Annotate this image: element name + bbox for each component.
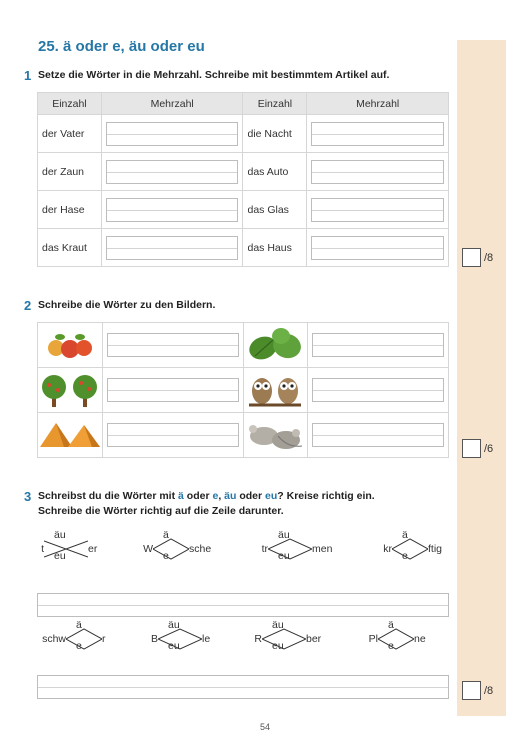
word-suffix: er: [88, 543, 98, 555]
option-up[interactable]: äu: [278, 529, 290, 541]
option-down[interactable]: e: [402, 550, 408, 562]
choice-item[interactable]: [254, 619, 322, 653]
choice-item[interactable]: [143, 529, 212, 563]
choice-item[interactable]: [41, 529, 98, 563]
option-down[interactable]: eu: [54, 550, 66, 562]
answer-line[interactable]: [37, 593, 449, 617]
word-suffix: men: [312, 543, 333, 555]
header-einzahl-2: Einzahl: [243, 93, 307, 115]
word-suffix: sche: [189, 543, 212, 555]
word-prefix: tr: [261, 543, 268, 555]
word-suffix: ne: [414, 633, 426, 645]
word-suffix: ber: [306, 633, 322, 645]
write-line[interactable]: [312, 378, 444, 402]
score-label: /8: [484, 251, 494, 264]
score-box[interactable]: [462, 681, 481, 700]
score-label: /6: [484, 442, 494, 455]
option-down[interactable]: eu: [278, 550, 290, 562]
write-line[interactable]: [106, 236, 239, 260]
word-prefix: Pl: [368, 633, 378, 645]
word-prefix: t: [41, 543, 44, 555]
table-row: [38, 153, 449, 191]
word-cell: der Hase: [38, 191, 102, 229]
task3-sep2: ,: [218, 490, 225, 502]
word-cell: das Haus: [243, 229, 307, 267]
option-down[interactable]: e: [76, 640, 82, 652]
word-prefix: B: [150, 633, 158, 645]
page-number: 54: [259, 722, 270, 732]
option-up[interactable]: äu: [272, 619, 284, 631]
table-row: [38, 413, 449, 458]
word-cell: der Zaun: [38, 153, 102, 191]
option-ae: ä: [178, 490, 184, 502]
task3-text-a: Schreibst du die Wörter mit: [38, 490, 179, 502]
task2-number: 2: [24, 298, 32, 313]
option-down[interactable]: eu: [272, 640, 284, 652]
option-up[interactable]: äu: [168, 619, 180, 631]
header-mehrzahl-2: Mehrzahl: [307, 93, 449, 115]
word-prefix: kr: [383, 543, 392, 555]
write-line[interactable]: [312, 423, 444, 447]
option-down[interactable]: e: [388, 640, 394, 652]
mice-image: [244, 418, 307, 452]
task3-text-line2: Schreibe die Wörter richtig auf die Zeile darunter.: [38, 505, 284, 517]
task2-score: [462, 439, 493, 458]
word-prefix: W: [143, 543, 153, 555]
score-box[interactable]: [462, 248, 481, 267]
task3-sep3: oder: [236, 490, 266, 502]
task2-table: [37, 322, 449, 458]
table-row: [38, 368, 449, 413]
score-box[interactable]: [462, 439, 481, 458]
write-line[interactable]: [106, 160, 239, 184]
apples-image: [38, 330, 102, 360]
task3-instruction: [24, 489, 375, 519]
option-up[interactable]: ä: [402, 529, 408, 541]
task3-number: 3: [24, 489, 32, 504]
write-line[interactable]: [311, 236, 444, 260]
write-line[interactable]: [106, 198, 239, 222]
table-row: [38, 115, 449, 153]
word-prefix: schw: [42, 633, 66, 645]
word-cell: die Nacht: [243, 115, 307, 153]
table-row: [38, 229, 449, 267]
option-eu: eu: [265, 490, 278, 502]
option-down[interactable]: e: [163, 550, 169, 562]
choice-item[interactable]: [150, 619, 211, 653]
choice-item[interactable]: [42, 619, 106, 653]
word-cell: der Vater: [38, 115, 102, 153]
option-e: e: [212, 490, 219, 502]
task1-number: 1: [24, 68, 32, 83]
option-up[interactable]: ä: [163, 529, 169, 541]
task1-score: [462, 248, 493, 267]
task2-text: Schreibe die Wörter zu den Bildern.: [38, 299, 216, 311]
score-sidebar: [457, 40, 506, 716]
option-up[interactable]: ä: [388, 619, 394, 631]
write-line[interactable]: [311, 198, 444, 222]
option-down[interactable]: eu: [168, 640, 180, 652]
task1-text: Setze die Wörter in die Mehrzahl. Schreibe mit bestimmtem Artikel auf.: [38, 69, 390, 81]
word-suffix: ftig: [428, 543, 443, 555]
tents-image: [38, 419, 102, 451]
word-suffix: le: [202, 633, 211, 645]
trees-image: [38, 371, 102, 409]
task3-text-b: ? Kreise richtig ein.: [277, 490, 375, 502]
write-line[interactable]: [107, 423, 239, 447]
word-cell: das Glas: [243, 191, 307, 229]
task1-instruction: [24, 68, 389, 83]
write-line[interactable]: [106, 122, 239, 146]
task3-sep1: oder: [183, 490, 213, 502]
option-up[interactable]: äu: [54, 529, 66, 541]
option-aeu: äu: [224, 490, 237, 502]
choice-item[interactable]: [261, 529, 333, 563]
table-row: [38, 323, 449, 368]
option-up[interactable]: ä: [76, 619, 82, 631]
word-cell: das Kraut: [38, 229, 102, 267]
score-label: /8: [484, 684, 494, 697]
page-title: 25. ä oder e, äu oder eu: [38, 38, 205, 55]
answer-line[interactable]: [37, 675, 449, 699]
write-line[interactable]: [312, 333, 444, 357]
header-einzahl-1: Einzahl: [38, 93, 102, 115]
choice-item[interactable]: [368, 619, 426, 653]
table-row: [38, 191, 449, 229]
write-line[interactable]: [311, 160, 444, 184]
word-suffix: r: [102, 633, 106, 645]
write-line[interactable]: [311, 122, 444, 146]
task1-table: [37, 92, 449, 267]
write-line[interactable]: [107, 333, 239, 357]
word-cell: das Auto: [243, 153, 307, 191]
task2-instruction: [24, 298, 215, 313]
write-line[interactable]: [107, 378, 239, 402]
leaves-image: [244, 326, 307, 364]
choice-item[interactable]: [383, 529, 443, 563]
header-mehrzahl-1: Mehrzahl: [101, 93, 243, 115]
owls-image: [244, 371, 307, 409]
word-prefix: R: [254, 633, 262, 645]
task3-score: [462, 681, 493, 700]
